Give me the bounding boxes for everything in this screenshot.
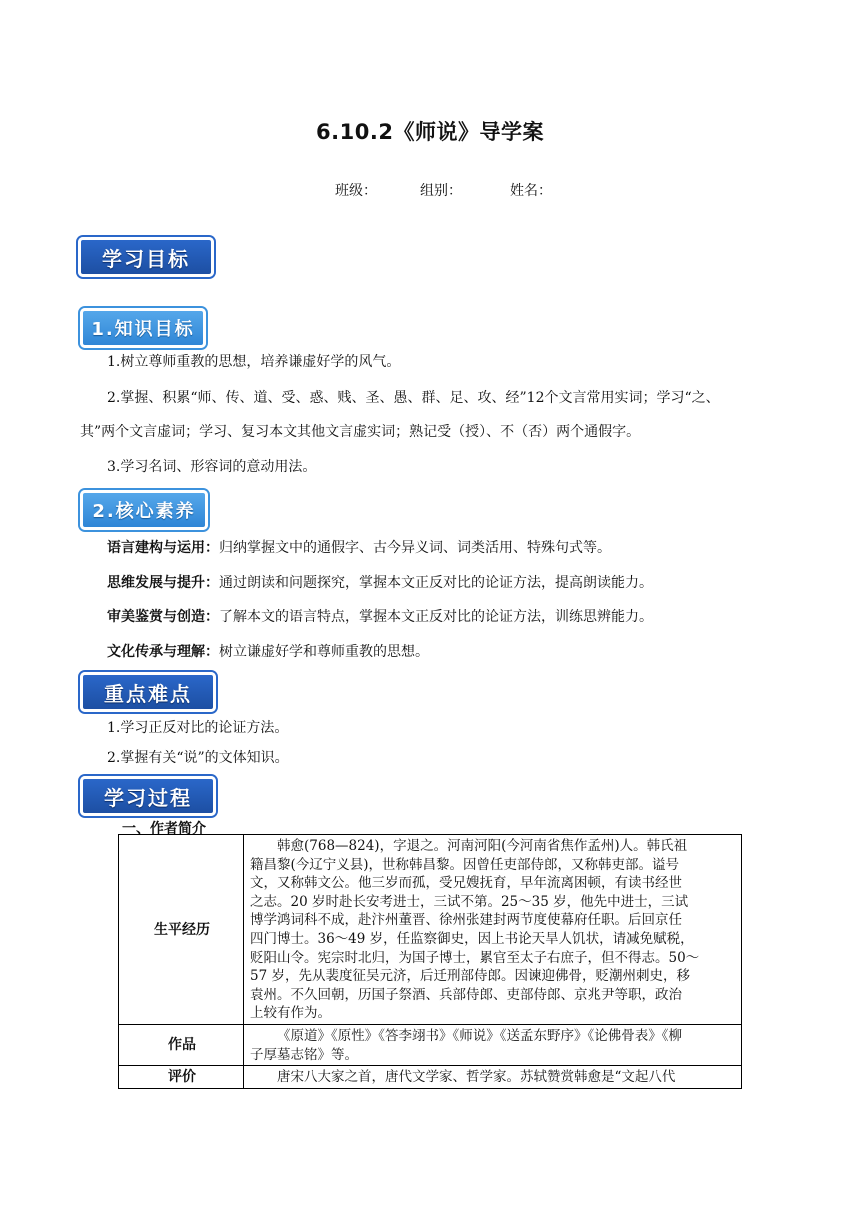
knowledge-item-2-line-2: 其”两个文言虚词；学习、复习本文其他文言虚实词；熟记受（授）、不（否）两个通假字。 xyxy=(80,424,641,440)
text-line: 贬阳山令。宪宗时北归，为国子博士，累官至太子右庶子，但不得志。50～ xyxy=(250,949,700,966)
literacy-item xyxy=(107,642,429,662)
literacy-text: 了解本文的语言特点，掌握本文正反对比的论证方法，训练思辨能力。 xyxy=(219,609,653,625)
literacy-label: 思维发展与提升： xyxy=(107,575,219,591)
knowledge-item-3: 3.学习名词、形容词的意动用法。 xyxy=(107,459,317,475)
table-row xyxy=(119,1066,742,1089)
row-head-works: 作品 xyxy=(119,1024,244,1065)
literacy-label: 审美鉴赏与创造： xyxy=(107,609,219,625)
text-line: 四门博士。36～49 岁，任监察御史，因上书论天旱人饥状，请减免赋税， xyxy=(250,930,694,947)
text-line: 博学鸿词科不成，赴汴州董晋、徐州张建封两节度使幕府任职。后回京任 xyxy=(250,912,682,929)
literacy-item xyxy=(107,607,653,627)
key-point-item-1: 1.学习正反对比的论证方法。 xyxy=(107,720,289,736)
key-points-badge: 重点难点 xyxy=(80,672,216,712)
knowledge-item-2-line-1: 2.掌握、积累“师、传、道、受、惑、贱、圣、愚、群、足、攻、经”12个文言常用实词；学习“之、 xyxy=(107,390,720,406)
row-head-life: 生平经历 xyxy=(119,835,244,1025)
learning-goals-badge: 学习目标 xyxy=(78,237,214,277)
literacy-label: 语言建构与运用： xyxy=(107,540,219,556)
text-line: 袁州。不久回朝，历国子祭酒、兵部侍郎、吏部侍郎、京兆尹等职，政治 xyxy=(250,986,682,1003)
author-intro-heading: 一、作者简介 xyxy=(122,821,206,837)
text-line: 唐宋八大家之首，唐代文学家、哲学家。苏轼赞赏韩愈是“文起八代 xyxy=(277,1069,676,1086)
author-intro-table xyxy=(118,834,742,1089)
literacy-item xyxy=(107,573,653,593)
page-title: 6.10.2《师说》导学案 xyxy=(316,120,544,144)
text-line: 57 岁，先从裴度征吴元济，后迁刑部侍郎。因谏迎佛骨，贬潮州刺史，移 xyxy=(250,968,690,985)
text-line: 韩愈(768—824)，字退之。河南河阳(今河南省焦作孟州)人。韩氏祖 xyxy=(277,838,688,854)
group-field-label: 组别： xyxy=(420,183,462,199)
evaluation-content xyxy=(244,1066,742,1089)
name-field-label: 姓名： xyxy=(510,183,552,199)
learning-process-badge: 学习过程 xyxy=(80,776,216,816)
life-content xyxy=(244,835,742,1025)
class-field-label: 班级： xyxy=(335,183,377,199)
literacy-text: 树立谦虚好学和尊师重教的思想。 xyxy=(219,644,429,660)
text-line: 之志。20 岁时赴长安考进士，三试不第。25～35 岁，他先中进士，三试 xyxy=(250,893,689,910)
text-line: 籍昌黎(今辽宁义县)，世称韩昌黎。因曾任吏部侍郎，又称韩吏部。谥号 xyxy=(250,856,680,873)
literacy-label: 文化传承与理解： xyxy=(107,644,219,660)
row-head-evaluation: 评价 xyxy=(119,1066,244,1089)
table-row xyxy=(119,1024,742,1065)
knowledge-goals-badge: 1.知识目标 xyxy=(80,308,206,348)
literacy-text: 归纳掌握文中的通假字、古今异义词、词类活用、特殊句式等。 xyxy=(219,540,611,556)
knowledge-item-1: 1.树立尊师重教的思想，培养谦虚好学的风气。 xyxy=(107,354,401,370)
text-line: 《原道》《原性》《答李翊书》《师说》《送孟东野序》《论佛骨表》《柳 xyxy=(277,1027,682,1044)
key-point-item-2: 2.掌握有关“说”的文体知识。 xyxy=(107,750,289,766)
text-line: 上较有作为。 xyxy=(250,1005,331,1022)
table-row xyxy=(119,835,742,1025)
text-line: 文，又称韩文公。他三岁而孤，受兄嫂抚育，早年流离困顿，有读书经世 xyxy=(250,875,682,892)
text-line: 子厚墓志铭》等。 xyxy=(250,1046,358,1063)
core-literacy-badge: 2.核心素养 xyxy=(80,490,208,530)
works-content xyxy=(244,1024,742,1065)
literacy-text: 通过朗读和问题探究，掌握本文正反对比的论证方法，提高朗读能力。 xyxy=(219,575,653,591)
literacy-item xyxy=(107,538,611,558)
